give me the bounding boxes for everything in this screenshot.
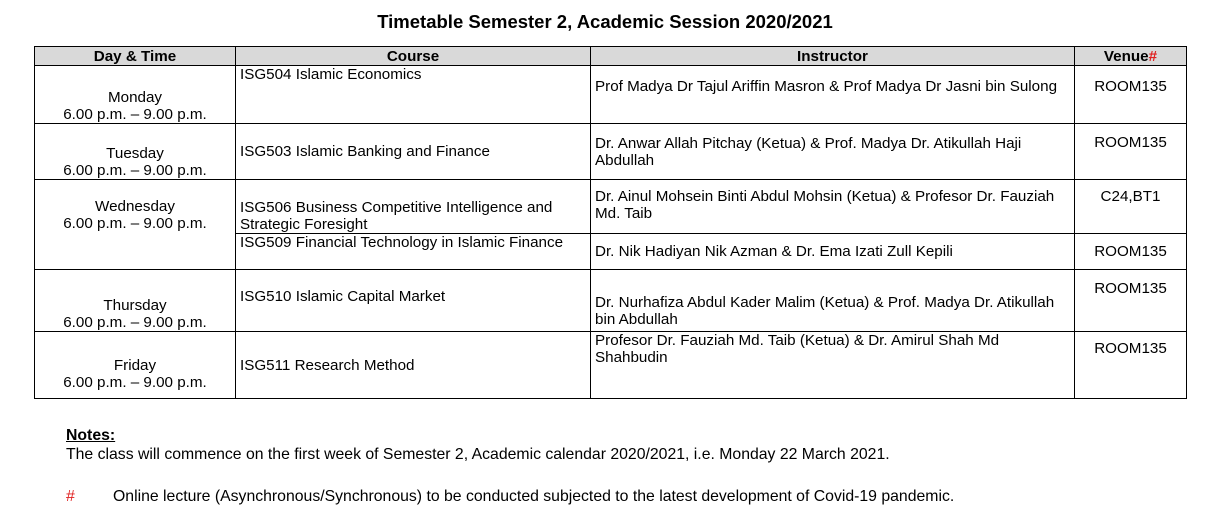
day-time: 6.00 p.m. – 9.00 p.m. <box>63 314 207 331</box>
venue-cell: ROOM135 <box>1075 270 1187 332</box>
day-name: Wednesday <box>95 198 175 215</box>
day-time: 6.00 p.m. – 9.00 p.m. <box>63 374 207 391</box>
instructor-cell: Dr. Anwar Allah Pitchay (Ketua) & Prof. Madya Dr. Atikullah Haji Abdullah <box>591 124 1075 180</box>
timetable <box>34 46 1187 399</box>
day-time: 6.00 p.m. – 9.00 p.m. <box>63 162 207 179</box>
day-time: 6.00 p.m. – 9.00 p.m. <box>63 106 207 123</box>
venue-cell: ROOM135 <box>1075 332 1187 399</box>
venue-hash-mark: # <box>1148 47 1158 65</box>
course-cell: ISG509 Financial Technology in Islamic Finance <box>236 234 591 270</box>
day-name: Thursday <box>103 297 167 314</box>
course-cell: ISG511 Research Method <box>236 332 591 399</box>
instructor-cell: Dr. Ainul Mohsein Binti Abdul Mohsin (Ketua) & Profesor Dr. Fauziah Md. Taib <box>591 180 1075 234</box>
header-venue <box>1075 47 1187 66</box>
day-cell <box>35 66 236 124</box>
table-row <box>35 332 1187 399</box>
table-header-row <box>35 47 1187 66</box>
header-instructor: Instructor <box>591 47 1075 66</box>
day-cell <box>35 180 236 270</box>
table-row <box>35 270 1187 332</box>
venue-cell: ROOM135 <box>1075 124 1187 180</box>
venue-cell: ROOM135 <box>1075 234 1187 270</box>
venue-cell: ROOM135 <box>1075 66 1187 124</box>
course-cell: ISG510 Islamic Capital Market <box>236 270 591 332</box>
day-name: Monday <box>107 89 163 106</box>
course-cell: ISG503 Islamic Banking and Finance <box>236 124 591 180</box>
day-cell <box>35 332 236 399</box>
hash-marker: # <box>66 488 75 505</box>
day-cell <box>35 124 236 180</box>
instructor-cell: Prof Madya Dr Tajul Ariffin Masron & Prof Madya Dr Jasni bin Sulong <box>591 66 1075 124</box>
instructor-cell: Profesor Dr. Fauziah Md. Taib (Ketua) & Dr. Amirul Shah Md Shahbudin <box>591 332 1075 399</box>
header-course: Course <box>236 47 591 66</box>
notes-section <box>66 426 890 464</box>
course-cell: ISG504 Islamic Economics <box>236 66 591 124</box>
day-cell <box>35 270 236 332</box>
venue-cell: C24,BT1 <box>1075 180 1187 234</box>
notes-text: The class will commence on the first week of Semester 2, Academic calendar 2020/2021, i.e. Monday 22 March 2021. <box>66 446 890 463</box>
table-row <box>35 180 1187 234</box>
page-title: Timetable Semester 2, Academic Session 2020/2021 <box>377 11 833 32</box>
table-row <box>35 66 1187 124</box>
table-row <box>35 124 1187 180</box>
day-name: Friday <box>113 357 157 374</box>
instructor-cell: Dr. Nurhafiza Abdul Kader Malim (Ketua) & Prof. Madya Dr. Atikullah bin Abdullah <box>591 270 1075 332</box>
day-time: 6.00 p.m. – 9.00 p.m. <box>63 215 207 232</box>
day-name: Tuesday <box>106 145 164 162</box>
online-note-text: Online lecture (Asynchronous/Synchronous) to be conducted subjected to the latest development of Covid-19 pandemic. <box>113 488 955 505</box>
online-note <box>66 488 954 506</box>
header-venue-label: Venue <box>1103 47 1149 65</box>
notes-heading: Notes: <box>66 427 116 444</box>
course-cell: ISG506 Business Competitive Intelligence and Strategic Foresight <box>236 180 591 234</box>
instructor-cell: Dr. Nik Hadiyan Nik Azman & Dr. Ema Izati Zull Kepili <box>591 234 1075 270</box>
header-day-time: Day & Time <box>35 47 236 66</box>
